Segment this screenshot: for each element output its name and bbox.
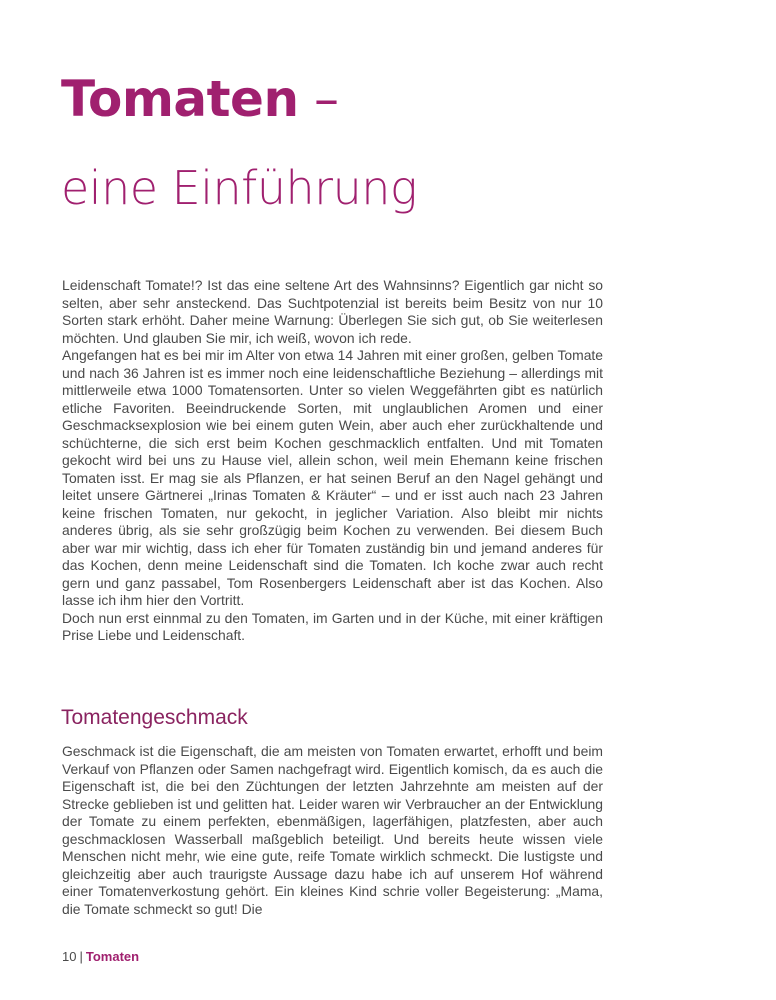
intro-paragraph-1: Leidenschaft Tomate!? Ist das eine seltene Art des Wahnsinns? Eigentlich gar nicht so selten, aber sehr ansteckend. Das Suchtpotenzial ist bereits beim Besitz von nur 10 Sorten stark erhöht. Daher meine Warnung: Überlegen Sie sich gut, ob Sie weiterlesen möchten. Und glauben Sie mir, ich weiß, wovon ich rede. bbox=[62, 277, 603, 346]
chapter-title-main: Tomaten bbox=[61, 70, 299, 128]
section-text bbox=[62, 743, 603, 918]
section-paragraph: Geschmack ist die Eigenschaft, die am meisten von Tomaten erwartet, erhofft und beim Verkauf von Pflanzen oder Samen nachgefragt wird. Eigentlich komisch, da es auch die Eigenschaft ist, die bei den Züchtungen der letzten Jahrzehnte am meisten auf der Strecke geblieben ist und gelitten hat. Leider waren wir Verbraucher an der Entwicklung der Tomate zu einem perfekten, ebenmäßigen, lagerfähigen, platzfesten, aber auch geschmacklosen Wasserball maßgeblich beteiligt. Und bereits heute wissen viele Menschen nicht mehr, wie eine gute, reife Tomate wirklich schmeckt. Die lustigste und gleichzeitig aber auch traurigste Aussage dazu habe ich auf unserem Hof während einer Tomatenverkostung gehört. Ein kleines Kind schrie voller Begeisterung: „Mama, die Tomate schmeckt so gut! Die bbox=[62, 743, 603, 917]
chapter-title bbox=[61, 64, 338, 134]
chapter-subtitle: eine Einführung bbox=[61, 161, 417, 215]
running-title: Tomaten bbox=[85, 949, 140, 964]
intro-paragraph-2: Angefangen hat es bei mir im Alter von etwa 14 Jahren mit einer großen, gelben Tomate und nach 36 Jahren ist es immer noch eine leidenschaftliche Beziehung – allerdings mit mittlerweile etwa 1000 Tomatensorten. Unter so vielen Weggefährten gibt es natürlich etliche Favoriten. Beeindruckende Sorten, mit unglaublichen Aromen und einer Geschmacksexplosion wie bei einem guten Wein, aber auch eher zurückhaltende und schüchterne, die sich erst beim Kochen geschmacklich entfalten. Und mit Tomaten gekocht wird bei uns zu Hause viel, allein schon, weil mein Ehemann keine frischen Tomaten isst. Er mag sie als Pflanzen, er hat seinen Beruf an den Nagel gehängt und leitet unsere Gärtnerei „Irinas Tomaten & Kräuter“ – und er isst auch nach 23 Jahren keine frischen Tomaten, nur gekocht, in jeglicher Variation. Also bleibt mir nichts anderes übrig, als sie sehr großzügig beim Kochen zu verwenden. Bei diesem Buch aber war mir wichtig, dass ich eher für Tomaten zuständig bin und jemand anderes für das Kochen, denn meine Leidenschaft sind die Tomaten. Ich koche zwar auch recht gern und ganz passabel, Tom Rosenbergers Leidenschaft aber ist das Kochen. Also lasse ich ihm hier den Vortritt. bbox=[62, 347, 604, 608]
intro-text bbox=[62, 277, 603, 645]
footer-separator: | bbox=[79, 949, 83, 964]
section-heading: Tomatengeschmack bbox=[61, 706, 248, 729]
page-number: 10 bbox=[62, 949, 77, 964]
intro-paragraph-3: Doch nun erst einnmal zu den Tomaten, im Garten und in der Küche, mit einer kräftigen Prise Liebe und Leidenschaft. bbox=[62, 609, 603, 643]
chapter-title-dash: – bbox=[298, 70, 339, 128]
page-footer bbox=[62, 949, 139, 965]
